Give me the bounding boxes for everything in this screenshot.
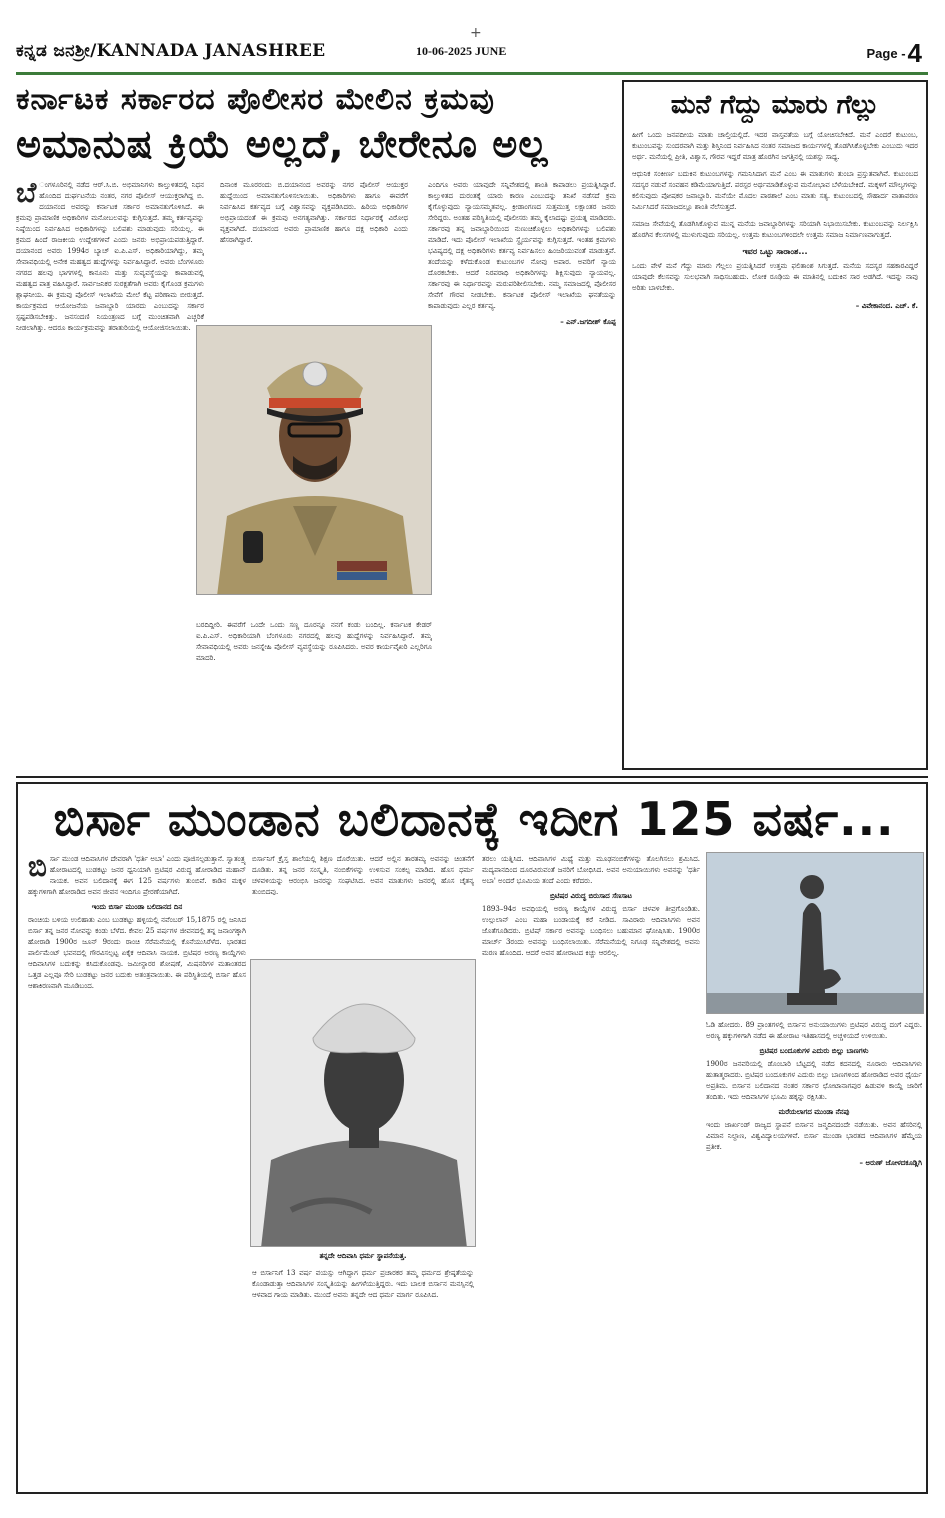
top-story-col1-text: ಂಗಳೂರಿನಲ್ಲಿ ನಡೆದ ಆರ್.ಸಿ.ಬಿ. ಅಭಿಮಾನಿಗಳು ಕಾಲ್ತುಳಿತದಲ್ಲಿ ನಿಧನ ಹೊಂದಿದ ದುರ್ಘಟನೆಯ ನಂತರ, ನಗರ ಪೊಲೀಸ್ ಆಯುಕ್ತರಾಗಿದ್ದ ಬಿ. ದಯಾನಂದ ಅವರನ್ನು ಕರ್ನಾಟಕ ಸರ್ಕಾರ ಅಮಾನತುಗೊಳಿಸಿದೆ. ಈ ಕ್ರಮವು ಪ್ರಾಮಾಣಿಕ ಅಧಿಕಾರಿಗಳ ಮನೋಬಲವನ್ನು ಕುಗ್ಗಿಸುತ್ತದೆ. ತಮ್ಮ ಕರ್ತವ್ಯವನ್ನು ನಿಷ್ಠೆಯಿಂದ ನಿರ್ವಹಿಸಿದ ಅಧಿಕಾರಿಗಳನ್ನು ಬಲಿಪಶು ಮಾಡುವುದು ಸರಿಯಲ್ಲ. ಈ ಕ್ರಮದ ಹಿಂದೆ ರಾಜಕೀಯ ಉದ್ದೇಶಗಳಿವೆ ಎಂದು ಜನರು ಅಭಿಪ್ರಾಯಪಡುತ್ತಿದ್ದಾರೆ. ದಯಾನಂದ ಅವರು 1994ರ ಬ್ಯಾಚ್ ಐ.ಪಿ.ಎಸ್. ಅಧಿಕಾರಿಯಾಗಿದ್ದು, ತಮ್ಮ ಸೇವಾವಧಿಯಲ್ಲಿ ಅನೇಕ ಮಹತ್ವದ ಹುದ್ದೆಗಳನ್ನು ನಿರ್ವಹಿಸಿದ್ದಾರೆ. ಅವರು ಬೆಂಗಳೂರು ನಗರದ ಹಲವು ಭಾಗಗಳಲ್ಲಿ ಕಾನೂನು ಮತ್ತು ಸುವ್ಯವಸ್ಥೆಯನ್ನು ಕಾಪಾಡುವಲ್ಲಿ ಮಹತ್ವದ ಪಾತ್ರ ವಹಿಸಿದ್ದಾರೆ. ಸಾರ್ವಜನಿಕರ ಸುರಕ್ಷತೆಗಾಗಿ ಅವರು ಕೈಗೊಂಡ ಕ್ರಮಗಳು ಶ್ಲಾಘನೀಯ. ಈ ಕ್ರಮವು ಪೊಲೀಸ್ ಇಲಾಖೆಯ ಮೇಲೆ ಕೆಟ್ಟ ಪರಿಣಾಮ ಬೀರುತ್ತದೆ. ಕಾರ್ಯಕ್ರಮದ ಆಯೋಜನೆಯ ಜವಾಬ್ದಾರಿ ಯಾರದು ಎಂಬುದನ್ನು ಸರ್ಕಾರ ಸ್ಪಷ್ಟಪಡಿಸಬೇಕಿತ್ತು. ಜನಸಂದಣಿ ನಿಯಂತ್ರಣದ ಬಗ್ಗೆ ಮುಂಚಿತವಾಗಿ ಎಚ್ಚರಿಕೆ ನೀಡಲಾಗಿತ್ತು. ಆದರೂ ಕಾರ್ಯಕ್ರಮವನ್ನು ತರಾತುರಿಯಲ್ಲಿ ಆಯೋಜಿಸಲಾಯಿತು. [16,181,204,332]
sidebar-paragraph-4: ಒಂದು ವೇಳೆ ಮನೆ ಗೆದ್ದು ಮಾರು ಗೆಲ್ಲಲು ಪ್ರಯತ್ನಿಸಿದರೆ ಉತ್ತಮ ಫಲಿತಾಂಶ ಸಿಗುತ್ತದೆ. ಮನೆಯ ಸದಸ್ಯರ ಸಹಕಾರವಿದ್ದರೆ ಯಾವುದೇ ಕೆಲಸವನ್ನು ಸುಲಭವಾಗಿ ಸಾಧಿಸಬಹುದು. ಲೋಕ ರೂಢಿಯ ಈ ಮಾತಿನಲ್ಲಿ ಬದುಕಿನ ಸಾರ ಅಡಗಿದೆ. ಇದನ್ನು ನಾವು ಅರಿತು ಬಾಳಬೇಕು. [632,262,918,292]
section-divider [16,776,928,778]
birsa-munda-illustration [251,960,476,1247]
bottom-story-column-1 [28,854,246,1484]
bottom-story-subhead-1: ಇಂದು ಬಿರ್ಸಾ ಮುಂಡಾ ಬಲಿದಾನದ ದಿನ [91,903,183,911]
bottom-story [16,782,928,1494]
page-number: 4 [907,38,922,68]
register-mark-icon: + [470,25,482,41]
newspaper-title: ಕನ್ನಡ ಜನಶ್ರೀ/KANNADA JANASHREE [16,41,326,61]
top-story-dropcap: ಬೆ [16,180,37,209]
bottom-story-subhead-3: ಬ್ರಿಟಿಷರ ಬಂದೂಕುಗಳ ಎದುರು ಬಿಲ್ಲು ಬಾಣಗಳು [759,1047,869,1055]
sidebar-column [622,80,928,770]
bottom-story-dropcap: ಬಿ [28,854,47,883]
top-story-col2-text: ದಿನಾಂಕ ಮೂರರಂದು ಬಿ.ದಯಾನಂದ ಅವರನ್ನು ನಗರ ಪೊಲೀಸ್ ಆಯುಕ್ತರ ಹುದ್ದೆಯಿಂದ ಅಮಾನತುಗೊಳಿಸಲಾಯಿತು. ಅಧಿಕಾರಿಗಳು ಹಾಗೂ ಈವರೆಗೆ ನಿರ್ವಹಿಸಿದ ಕರ್ತವ್ಯದ ಬಗ್ಗೆ ವಿಶ್ವಾಸವನ್ನು ವ್ಯಕ್ತಪಡಿಸಿದರು. ಹಿರಿಯ ಅಧಿಕಾರಿಗಳ ಅಭಿಪ್ರಾಯದಂತೆ ಈ ಕ್ರಮವು ಅನಗತ್ಯವಾಗಿತ್ತು. ಸರ್ಕಾರದ ನಿರ್ಧಾರಕ್ಕೆ ವಿರೋಧ ವ್ಯಕ್ತವಾಗಿದೆ. ದಯಾನಂದ ಅವರು ಪ್ರಾಮಾಣಿಕ ಹಾಗೂ ದಕ್ಷ ಅಧಿಕಾರಿ ಎಂದು ಹೆಸರಾಗಿದ್ದಾರೆ. [220,181,408,244]
bottom-story-subhead-2: ಬ್ರಿಟಿಷರ ವಿರುದ್ಧ ಬಿರುಸಾದ ಸೆಣಸಾಟ [550,892,632,900]
birsa-munda-statue-photo [706,852,924,1014]
bottom-story-byline: – ಅರುಣ್ ಜೋಳದಕೂಡ್ಲಿಗಿ [859,1159,922,1167]
bottom-story-col3-text: ತರಲು ಯತ್ನಿಸಿದ. ಆದಿವಾಸಿಗಳ ಮಿಥ್ಯೆ ಮತ್ತು ಮೂಢನಂಬಿಕೆಗಳನ್ನು ತೊಲಗಿಸಲು ಶ್ರಮಿಸಿದ. ಮದ್ಯಪಾನದಿಂದ ದೂರವಿರುವಂತೆ ಜನರಿಗೆ ಬೋಧಿಸಿದ. ಅವನ ಅನುಯಾಯಿಗಳು ಅವನನ್ನು 'ಧರ್ತಿ ಅಬಾ' ಅಂದರೆ ಭೂಮಿಯ ತಂದೆ ಎಂದು ಕರೆದರು. [482,855,700,885]
statue-illustration [707,853,924,1014]
top-story-headline-line2: ಅಮಾನುಷ ಕ್ರಿಯೆ ಅಲ್ಲದೆ, ಬೇರೇನೂ ಅಲ್ಲ [16,122,549,166]
bottom-story-col1-text: ರ್ಸಾ ಮುಂಡ ಆದಿವಾಸಿಗಳ ದೇವರಾಗಿ 'ಧರ್ತಿ ಅಬಾ' ಎಂದು ಪೂಜಿಸಲ್ಪಡುತ್ತಾನೆ. ಸ್ವಾತಂತ್ರ್ಯ ಹೋರಾಟದಲ್ಲಿ ಬುಡಕಟ್ಟು ಜನರ ಧ್ವನಿಯಾಗಿ ಬ್ರಿಟಿಷರ ವಿರುದ್ಧ ಹೋರಾಡಿದ ಮಹಾನ್ ನಾಯಕ. ಅವನ ಬಲಿದಾನಕ್ಕೆ ಈಗ 125 ವರ್ಷಗಳು ತುಂಬಿವೆ. ಕಾಡಿನ ಮಕ್ಕಳ ಹಕ್ಕುಗಳಿಗಾಗಿ ಹೋರಾಡಿದ ಅವನ ಜೀವನ ಇಂದಿಗೂ ಪ್ರೇರಣೆಯಾಗಿದೆ. [28,855,246,896]
bottom-story-col2-text: ಬಿರ್ಸಾನಿಗೆ ಕ್ರೈಸ್ತ ಶಾಲೆಯಲ್ಲಿ ಶಿಕ್ಷಣ ದೊರೆಯಿತು. ಆದರೆ ಅಲ್ಲಿನ ತಾರತಮ್ಯ ಅವನನ್ನು ಚಿಂತನೆಗೆ ದೂಡಿತು. ತನ್ನ ಜನರ ಸಂಸ್ಕೃತಿ, ನಂಬಿಕೆಗಳನ್ನು ಉಳಿಸುವ ಸಂಕಲ್ಪ ಮಾಡಿದ. ಹೊಸ ಧರ್ಮ ಚಳವಳಿಯನ್ನು ಆರಂಭಿಸಿ ಜನರನ್ನು ಸಂಘಟಿಸಿದ. ಅವನ ಮಾತುಗಳು ಜನರಲ್ಲಿ ಹೊಸ ಚೈತನ್ಯ ತುಂಬಿದವು. [252,855,474,896]
sidebar-subhead: ಇವರ ಒಟ್ಟು ಸಾರಾಂಶ... [742,247,808,256]
page-label: Page - [866,46,906,61]
bottom-story-col1b-text: ರಾಂಚಿಯ ಬಳಿಯ ಉಲಿಹಾತು ಎಂಬ ಬುಡಕಟ್ಟು ಹಳ್ಳಿಯಲ್ಲಿ ನವೆಂಬರ್ 15,1875 ರಲ್ಲಿ ಜನಿಸಿದ ಬಿರ್ಸಾ ತನ್ನ ಜನರ ನೋವನ್ನು ಕಂಡು ಬೆಳೆದ. ಕೇವಲ 25 ವರ್ಷಗಳ ಜೀವನದಲ್ಲಿ ತನ್ನ ಜನಾಂಗಕ್ಕಾಗಿ ಹೋರಾಡಿ 1900ರ ಜೂನ್ 9ರಂದು ರಾಂಚಿ ಸೆರೆಮನೆಯಲ್ಲಿ ಕೊನೆಯುಸಿರೆಳೆದ. ಭಾರತದ ಪಾರ್ಲಿಮೆಂಟ್ ಭವನದಲ್ಲಿ ಗೌರವಿಸಲ್ಪಟ್ಟ ಏಕೈಕ ಆದಿವಾಸಿ ನಾಯಕ. ಬ್ರಿಟಿಷರ ಅರಣ್ಯ ಕಾಯ್ದೆಗಳು ಆದಿವಾಸಿಗಳ ಬದುಕನ್ನು ಕಸಿದುಕೊಂಡವು. ಜಮೀನ್ದಾರರ ಶೋಷಣೆ, ಮಿಷನರಿಗಳ ಮತಾಂತರದ ಒತ್ತಡ ಎಲ್ಲವೂ ಸೇರಿ ಬುಡಕಟ್ಟು ಜನರ ಬದುಕು ಅತಂತ್ರವಾಯಿತು. ಈ ಪರಿಸ್ಥಿತಿಯಲ್ಲಿ ಬಿರ್ಸಾ ಹೊಸ ಆಶಾಕಿರಣವಾಗಿ ಮೂಡಿಬಂದ. [28,916,246,990]
bottom-story-column-2 [252,854,474,954]
top-story-headline-line1: ಕರ್ನಾಟಕ ಸರ್ಕಾರದ ಪೊಲೀಸರ ಮೇಲಿನ ಕ್ರಮವು [16,82,495,117]
sidebar-paragraph-1: ಹೀಗೆ ಒಂದು ಜನಪದೀಯ ಮಾತು ಚಾಲ್ತಿಯಲ್ಲಿದೆ. ಇದರ ವಾಸ್ತವತೆಯ ಬಗ್ಗೆ ಯೋಚಿಸಬೇಕಿದೆ. ಮನೆ ಎಂದರೆ ಕುಟುಂಬ, ಕುಟುಂಬವನ್ನು ಸುಂದರವಾಗಿ ಮತ್ತು ಶಿಸ್ತಿನಿಂದ ನಿರ್ವಹಿಸಿದ ನಂತರ ಸಮಾಜದ ಕಾರ್ಯಗಳಲ್ಲಿ ತೊಡಗಿಸಿಕೊಳ್ಳಬೇಕು ಎಂಬುದು ಇದರ ಅರ್ಥ. ಮನೆಯಲ್ಲಿ ಪ್ರೀತಿ, ವಿಶ್ವಾಸ, ಗೌರವ ಇದ್ದರೆ ಮಾತ್ರ ಹೊರಗಿನ ಜಗತ್ತಿನಲ್ಲಿ ಯಶಸ್ಸು ಸಾಧ್ಯ. [632,131,918,161]
sidebar-signature: – ವಿವೇಕಾನಂದ. ಎಚ್. ಕೆ. [855,302,918,310]
top-story-column-2-lower [196,620,432,760]
top-story-col2-lower-text: ಬರದಿದ್ದೀರಿ. ಈವರೆಗೆ ಒಂದೇ ಒಂದು ಸಣ್ಣ ದೂರನ್ನೂ ನನಗೆ ಕಂಡು ಬಂದಿಲ್ಲ. ಕರ್ನಾಟಕ ಕೇಡರ್ ಐ.ಪಿ.ಎಸ್. ಅಧಿಕಾರಿಯಾಗಿ ಬೆಂಗಳೂರು ನಗರದಲ್ಲಿ ಹಲವು ಹುದ್ದೆಗಳನ್ನು ನಿರ್ವಹಿಸಿದ್ದಾರೆ. ತಮ್ಮ ಸೇವಾವಧಿಯಲ್ಲಿ ಅವರು ಜನಸ್ನೇಹಿ ಪೊಲೀಸ್ ವ್ಯವಸ್ಥೆಯನ್ನು ರೂಪಿಸಿದರು. ಅವರ ಕಾರ್ಯವೈಖರಿ ಎಲ್ಲರಿಗೂ ಮಾದರಿ. [196,621,432,662]
masthead [16,38,928,72]
page-indicator [867,38,922,69]
top-story-column-1 [16,180,204,760]
birsa-munda-portrait [250,959,476,1247]
birsa-photo-caption: ತನ್ನದೇ ಆದಿವಾಸಿ ಧರ್ಮ ಸ್ಥಾಪನೆಯತ್ತ. [319,1252,407,1260]
bottom-story-subhead-4: ಮರೆಯಲಾಗದ ಮುಂಡಾ ನೆನಪು [778,1108,850,1116]
sidebar-paragraph-2: ಆಧುನಿಕ ಸಂಕೀರ್ಣ ಬದುಕಿನ ಕುಟುಂಬಗಳನ್ನು ಗಮನಿಸಿದಾಗ ಮನೆ ಎಂಬ ಈ ಮಾತುಗಳು ತುಂಬಾ ಪ್ರಸ್ತುತವಾಗಿವೆ. ಕುಟುಂಬದ ಸದಸ್ಯರ ನಡುವೆ ಸಂವಹನ ಕಡಿಮೆಯಾಗುತ್ತಿದೆ. ಪರಸ್ಪರ ಅರ್ಥಮಾಡಿಕೊಳ್ಳುವ ಮನೋಭಾವ ಬೆಳೆಯಬೇಕಿದೆ. ಮಕ್ಕಳಿಗೆ ಮೌಲ್ಯಗಳನ್ನು ಕಲಿಸುವುದು ಪೋಷಕರ ಜವಾಬ್ದಾರಿ. ಮನೆಯೇ ಮೊದಲ ಪಾಠಶಾಲೆ ಎಂಬ ಮಾತು ಸತ್ಯ. ಕುಟುಂಬದಲ್ಲಿ ಸೌಹಾರ್ದ ವಾತಾವರಣ ನಿರ್ಮಿಸಿದರೆ ಸಮಾಜದಲ್ಲೂ ಶಾಂತಿ ನೆಲೆಸುತ್ತದೆ. [632,170,918,211]
bottom-story-col4b-text: 1900ರ ಜನವರಿಯಲ್ಲಿ ಡೊಂಬಾರಿ ಬೆಟ್ಟದಲ್ಲಿ ನಡೆದ ಕದನದಲ್ಲಿ ನೂರಾರು ಆದಿವಾಸಿಗಳು ಹುತಾತ್ಮರಾದರು. ಬ್ರಿಟಿಷರ ಬಂದೂಕುಗಳ ಎದುರು ಬಿಲ್ಲು ಬಾಣಗಳಿಂದ ಹೋರಾಡಿದ ಅವರ ಧೈರ್ಯ ಅಪ್ರತಿಮ. ಬಿರ್ಸಾನ ಬಲಿದಾನದ ನಂತರ ಸರ್ಕಾರ ಛೋಟಾನಾಗಪುರ ಹಿಡುವಳಿ ಕಾಯ್ದೆ ಜಾರಿಗೆ ತಂದಿತು. ಇದು ಆದಿವಾಸಿಗಳ ಭೂಮಿ ಹಕ್ಕನ್ನು ರಕ್ಷಿಸಿತು. [706,1060,922,1101]
bottom-story-column-2-lower [252,1268,474,1478]
bottom-story-headline: ಬಿರ್ಸಾ ಮುಂಡಾನ ಬಲಿದಾನಕ್ಕೆ ಇದೀಗ 125 ವರ್ಷ... [53,792,895,846]
sidebar-paragraph-3: ಸಮಾಜ ಸೇವೆಯಲ್ಲಿ ತೊಡಗಿಸಿಕೊಳ್ಳುವ ಮುನ್ನ ಮನೆಯ ಜವಾಬ್ದಾರಿಗಳನ್ನು ಸರಿಯಾಗಿ ನಿಭಾಯಿಸಬೇಕು. ಕುಟುಂಬವನ್ನು ನಿರ್ಲಕ್ಷಿಸಿ ಹೊರಗಿನ ಕೆಲಸಗಳಲ್ಲಿ ಮುಳುಗುವುದು ಸರಿಯಲ್ಲ. ಉತ್ತಮ ಕುಟುಂಬಗಳಿಂದಲೇ ಉತ್ತಮ ಸಮಾಜ ನಿರ್ಮಾಣವಾಗುತ್ತದೆ. [632,220,918,239]
bottom-story-column-4 [706,1020,922,1484]
top-story [16,80,616,770]
bottom-story-col4c-text: ಇಂದು ಜಾರ್ಖಂಡ್ ರಾಜ್ಯದ ಸ್ಥಾಪನೆ ಬಿರ್ಸಾನ ಜನ್ಮದಿನದಂದೇ ನಡೆಯಿತು. ಅವನ ಹೆಸರಿನಲ್ಲಿ ವಿಮಾನ ನಿಲ್ದಾಣ, ವಿಶ್ವವಿದ್ಯಾಲಯಗಳಿವೆ. ಬಿರ್ಸಾ ಮುಂಡಾ ಭಾರತದ ಆದಿವಾಸಿಗಳ ಹೆಮ್ಮೆಯ ಪ್ರತೀಕ. [706,1121,922,1151]
masthead-rule [16,72,928,75]
bottom-story-col3b-text: 1893–94ರ ಅವಧಿಯಲ್ಲಿ ಅರಣ್ಯ ಕಾಯ್ದೆಗಳ ವಿರುದ್ಧ ಬಿರ್ಸಾ ಚಳವಳಿ ತೀವ್ರಗೊಂಡಿತು. ಉಲ್ಗುಲಾನ್ ಎಂಬ ಮಹಾ ಬಂಡಾಯಕ್ಕೆ ಕರೆ ನೀಡಿದ. ಸಾವಿರಾರು ಆದಿವಾಸಿಗಳು ಅವನ ಜೊತೆಗೂಡಿದರು. ಬ್ರಿಟಿಷ್ ಸರ್ಕಾರ ಅವನನ್ನು ಬಂಧಿಸಲು ಬಹುಮಾನ ಘೋಷಿಸಿತು. 1900ರ ಮಾರ್ಚ್ 3ರಂದು ಅವನನ್ನು ಬಂಧಿಸಲಾಯಿತು. ಸೆರೆಮನೆಯಲ್ಲಿ ನಿಗೂಢ ಸನ್ನಿವೇಶದಲ್ಲಿ ಅವನು ಮರಣ ಹೊಂದಿದ. ಆದರೆ ಅವನ ಹೋರಾಟದ ಕಿಚ್ಚು ಆರಲಿಲ್ಲ. [482,905,700,957]
top-story-column-3 [428,180,616,760]
sidebar-headline: ಮನೆ ಗೆದ್ದು ಮಾರು ಗೆಲ್ಲು [670,90,880,120]
top-story-col3-text: ಎಂದಿಗೂ ಅವರು ಯಾವುದೇ ಸನ್ನಿವೇಶದಲ್ಲಿ ಶಾಂತಿ ಕಾಪಾಡಲು ಪ್ರಯತ್ನಿಸಿದ್ದಾರೆ. ಕಾಲ್ತುಳಿತದ ದುರಂತಕ್ಕೆ ಯಾರು ಕಾರಣ ಎಂಬುದನ್ನು ತನಿಖೆ ನಡೆಸದೆ ಕ್ರಮ ಕೈಗೊಳ್ಳುವುದು ನ್ಯಾಯಸಮ್ಮತವಲ್ಲ. ಕ್ರೀಡಾಂಗಣದ ಸುತ್ತಮುತ್ತ ಲಕ್ಷಾಂತರ ಜನರು ಸೇರಿದ್ದರು. ಅಂತಹ ಪರಿಸ್ಥಿತಿಯಲ್ಲಿ ಪೊಲೀಸರು ತಮ್ಮ ಕೈಲಾದಷ್ಟು ಪ್ರಯತ್ನ ಮಾಡಿದರು. ಸರ್ಕಾರವು ತನ್ನ ಜವಾಬ್ದಾರಿಯಿಂದ ನುಣುಚಿಕೊಳ್ಳಲು ಅಧಿಕಾರಿಗಳನ್ನು ಬಲಿಪಶು ಮಾಡಿದೆ. ಇದು ಪೊಲೀಸ್ ಇಲಾಖೆಯ ಸ್ಥೈರ್ಯವನ್ನು ಕುಗ್ಗಿಸುತ್ತದೆ. ಇಂತಹ ಕ್ರಮಗಳು ಭವಿಷ್ಯದಲ್ಲಿ ದಕ್ಷ ಅಧಿಕಾರಿಗಳು ಕರ್ತವ್ಯ ನಿರ್ವಹಿಸಲು ಹಿಂಜರಿಯುವಂತೆ ಮಾಡುತ್ತವೆ. ತಂದೆಯನ್ನು ಕಳೆದುಕೊಂಡ ಕುಟುಂಬಗಳ ನೋವು ಅಪಾರ. ಅವರಿಗೆ ನ್ಯಾಯ ದೊರಕಬೇಕು. ಆದರೆ ನಿರಪರಾಧಿ ಅಧಿಕಾರಿಗಳನ್ನು ಶಿಕ್ಷಿಸುವುದು ನ್ಯಾಯವಲ್ಲ. ಸರ್ಕಾರವು ಈ ನಿರ್ಧಾರವನ್ನು ಮರುಪರಿಶೀಲಿಸಬೇಕು. ನಮ್ಮ ಸಮಾಜದಲ್ಲಿ ಪೊಲೀಸರ ಸೇವೆಗೆ ಗೌರವ ನೀಡಬೇಕು. ಕರ್ನಾಟಕ ಪೊಲೀಸ್ ಇಲಾಖೆಯ ಘನತೆಯನ್ನು ಕಾಪಾಡುವುದು ಎಲ್ಲರ ಕರ್ತವ್ಯ. [428,181,616,310]
police-officer-illustration [197,326,432,595]
top-story-byline: – ಎನ್.ಜಗದೀಶ್ ಕೊಪ್ಪ [560,318,616,326]
issue-date: 10-06-2025 JUNE [416,44,507,58]
top-story-column-2 [220,180,408,325]
police-officer-photo [196,325,432,595]
bottom-story-column-3 [482,854,700,1484]
bottom-story-col2b-text: ಆ ಬಿರ್ಸಾನಿಗೆ 13 ವರ್ಷ ವಯಸ್ಸು ಆಗಿದ್ದಾಗ ಧರ್ಮ ಪ್ರಚಾರಕರ ತಮ್ಮ ಧರ್ಮದ ಶ್ರೇಷ್ಠತೆಯನ್ನು ಕೊಂಡಾಡುತ್ತಾ ಆದಿವಾಸಿಗಳ ಸಂಸ್ಕೃತಿಯನ್ನು ಹೀಗಳೆಯುತ್ತಿದ್ದರು. ಇದು ಬಾಲಕ ಬಿರ್ಸಾನ ಮನಸ್ಸಿನಲ್ಲಿ ಆಳವಾದ ಗಾಯ ಮಾಡಿತು. ಮುಂದೆ ಅವನು ತನ್ನದೇ ಆದ ಧರ್ಮ ಮಾರ್ಗ ರೂಪಿಸಿದ. [252,1269,474,1299]
bottom-story-col4-text: ಓಡಿ ಹೋದರು. 89 ಪ್ರಾಂತಗಳಲ್ಲಿ ಬಿರ್ಸಾನ ಅನುಯಾಯಿಗಳು ಬ್ರಿಟಿಷರ ವಿರುದ್ಧ ದಂಗೆ ಎದ್ದರು. ಅರಣ್ಯ ಹಕ್ಕುಗಳಿಗಾಗಿ ನಡೆದ ಈ ಹೋರಾಟ ಇತಿಹಾಸದಲ್ಲಿ ಅಚ್ಚಳಿಯದೆ ಉಳಿಯಿತು. [706,1021,922,1040]
